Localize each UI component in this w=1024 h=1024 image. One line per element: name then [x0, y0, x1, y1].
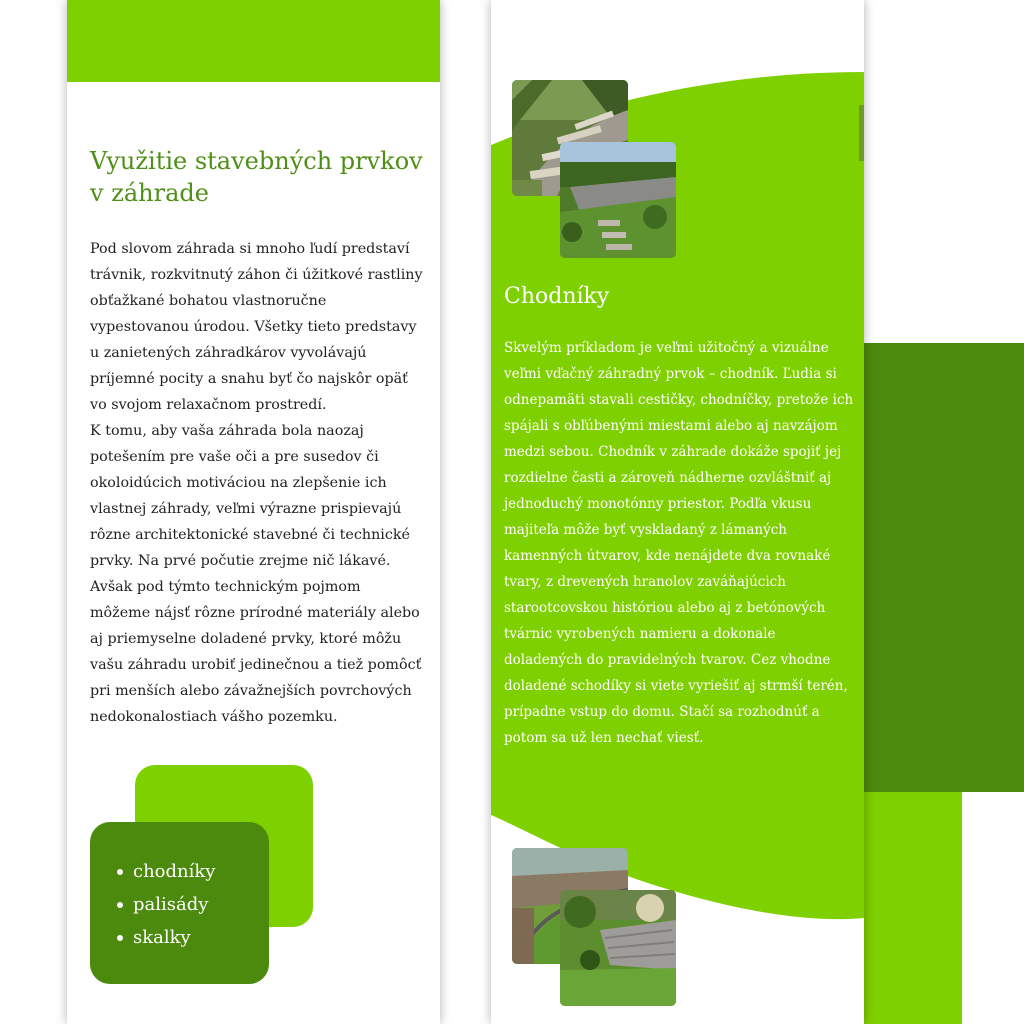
garden-steps-photo	[560, 142, 676, 258]
list-item: palisády	[117, 888, 215, 921]
bullet-dot-icon	[117, 869, 123, 875]
bullet-dot-icon	[117, 902, 123, 908]
decorative-dark-green-block	[864, 343, 1024, 792]
bullet-dot-icon	[117, 935, 123, 941]
right-phone-screen	[491, 0, 864, 1024]
element-list	[117, 855, 215, 954]
list-item: skalky	[117, 921, 215, 954]
list-item: chodníky	[117, 855, 215, 888]
decorative-light-green-block	[864, 792, 962, 1024]
section-title: Chodníky	[504, 284, 610, 309]
section-title: Využitie stavebných prvkov v záhrade	[90, 147, 423, 207]
paths-paragraph: Skvelým príkladom je veľmi užitočný a vizuálne veľmi vďačný záhradný prvok – chodník. Ľudia si odnepamäti stavali cestičky, chodníčky, pretože ich spájali s obľúbenými miestami alebo aj navzájom medzi sebou. Chodník v záhrade dokáže spojiť jej rozdielne časti a zároveň nádherne ozvláštniť aj jednoduchý monotónny priestor. Podľa vkusu majiteľa môže byť vyskladaný z lámaných kamenných útvarov, kde nenájdete dva rovnaké tvary, z drevených hranolov zaváňajúcich starootcovskou históriou alebo aj z betónových tvárnic vyrobených namieru a dokonale doladených do pravidelných tvarov. Cez vhodne doladené schodíky si viete vyriešiť aj strmší terén, prípadne vstup do domu. Stačí sa rozhodnúť a potom sa už len nechať viesť.	[504, 340, 854, 746]
intro-paragraph: Pod slovom záhrada si mnoho ľudí predstaví trávnik, rozkvitnutý záhon či úžitkové rastliny obťažkané bohatou vlastnoručne vypestovanou úrodou. Všetky tieto predstavy u zanietených záhradkárov vyvolávajú príjemné pocity a snahu byť čo najskôr opäť vo svojom relaxačnom prostredí. K tomu, aby vaša záhrada bola naozaj potešením pre vaše oči a pre susedov či okoloidúcich motiváciou na zlepšenie ich vlastnej záhrady, veľmi výrazne prispievajú rôzne architektonické stavebné či technické prvky. Na prvé počutie zrejme nič lákavé. Avšak pod týmto technickým pojmom môžeme nájsť rôzne prírodné materiály alebo aj priemyselne doladené prvky, ktoré môžu vašu záhradu urobiť jedinečnou a tiež pomôcť pri menších alebo závažnejších povrchových nedokonalostiach vášho pozemku.	[90, 241, 423, 725]
left-phone-screen	[67, 0, 440, 1024]
stone-wall-garden-photo	[560, 890, 676, 1006]
header-green-band	[67, 0, 440, 82]
scrollbar-thumb[interactable]	[859, 105, 864, 161]
